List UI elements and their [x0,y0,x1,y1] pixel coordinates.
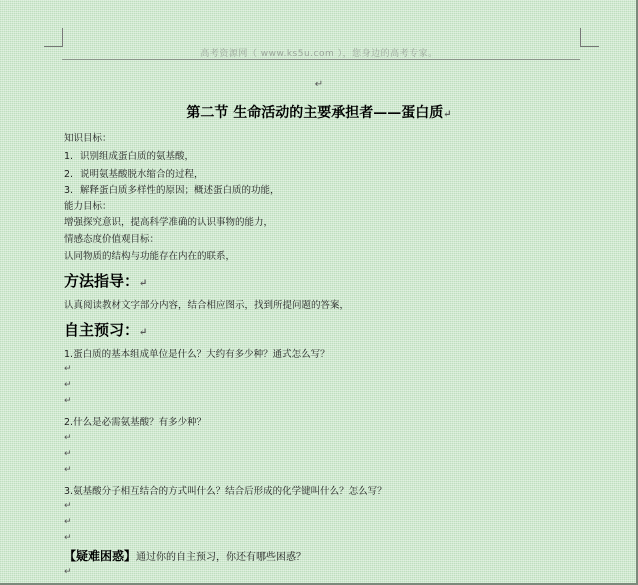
answer-blank[interactable]: ↵ [64,433,72,443]
answer-blank[interactable]: ↵ [64,449,72,459]
method-text: 认真阅读教材文字部分内容，结合相应图示，找到所提问题的答案， [64,300,350,311]
doubts-line: 【疑难困惑】通过你的自主预习，你还有哪些困惑？ [64,549,307,563]
paragraph-mark: ↵ [314,79,324,90]
answer-blank[interactable]: ↵ [64,533,72,543]
answer-blank[interactable]: ↵ [64,567,72,577]
answer-blank[interactable]: ↵ [64,396,72,406]
answer-blank[interactable]: ↵ [64,465,72,475]
page-corner-mark-right [580,28,599,47]
question-3: 3.氨基酸分子相互结合的方式叫什么？结合后形成的化学键叫什么？怎么写？ [64,486,387,497]
page-header-text: 高考资源网（ www.ks5u.com ），您身边的高考专家。 [200,49,438,59]
objective-line: 1. 识别组成蛋白质的氨基酸， [64,151,195,162]
objective-line: 认同物质的结构与功能存在内在的联系， [64,251,236,262]
objective-line: 2. 说明氨基酸脱水缩合的过程， [64,169,204,180]
method-heading: 方法指导：↵ [64,272,148,290]
answer-blank[interactable]: ↵ [64,517,72,527]
objective-line: 能力目标： [64,201,112,212]
question-2: 2.什么是必需氨基酸？有多少种？ [64,417,207,428]
answer-blank[interactable]: ↵ [64,501,72,511]
document-title: 第二节 生命活动的主要承担者——蛋白质↵ [186,105,452,121]
header-rule [62,59,580,60]
objective-line: 增强探究意识，提高科学准确的认识事物的能力， [64,217,274,228]
preview-heading: 自主预习：↵ [64,321,148,339]
page-corner-mark-left [44,28,63,47]
question-1: 1.蛋白质的基本组成单位是什么？大约有多少种？通式怎么写？ [64,349,330,360]
answer-blank[interactable]: ↵ [64,364,72,374]
answer-blank[interactable]: ↵ [64,380,72,390]
objective-line: 知识目标： [64,133,112,144]
objective-line: 情感态度价值观目标： [64,234,160,245]
objective-line: 3. 解释蛋白质多样性的原因；概述蛋白质的功能， [64,185,280,196]
